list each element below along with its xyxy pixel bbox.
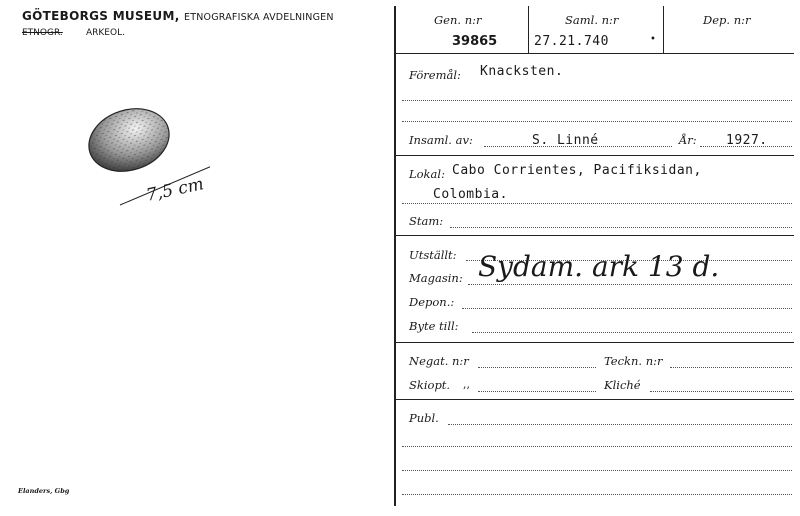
byte-rule	[396, 342, 794, 343]
ar-value: 1927.	[726, 133, 768, 148]
foremal-line-2	[402, 100, 792, 101]
negat-line	[478, 367, 596, 368]
header-divider-2	[663, 6, 664, 53]
magasin-value: Sydam. ark 13 d.	[478, 250, 720, 283]
stam-label: Stam:	[409, 214, 444, 228]
lokal-label: Lokal:	[409, 167, 445, 181]
header-bottom-rule	[396, 53, 794, 54]
publ-line-1	[448, 424, 792, 425]
lokal-value-line1: Cabo Corrientes, Pacifiksidan,	[452, 163, 702, 178]
skiopt-line	[478, 391, 596, 392]
kliche-rule	[396, 399, 794, 400]
stone-texture	[81, 100, 178, 181]
measurement-note: 7,5 cm	[144, 174, 206, 206]
publ-label: Publ.	[409, 411, 439, 425]
skiopt-value: ,,	[463, 378, 470, 391]
magasin-line	[468, 284, 792, 285]
gen-label: Gen. n:r	[434, 13, 482, 27]
section-label: ARKEOL.	[86, 28, 125, 38]
foremal-value: Knacksten.	[480, 64, 564, 79]
depon-line	[462, 308, 792, 309]
saml-label: Saml. n:r	[565, 13, 619, 27]
insaml-rule	[396, 155, 794, 156]
museum-header	[22, 9, 334, 23]
teckn-label: Teckn. n:r	[604, 354, 663, 368]
insaml-label: Insaml. av:	[409, 133, 473, 147]
card-left-border	[394, 6, 396, 506]
byte-line	[472, 332, 792, 333]
printer-imprint: Elanders, Gbg	[18, 487, 70, 495]
insaml-value: S. Linné	[532, 133, 599, 148]
saml-dot: •	[650, 34, 656, 45]
lokal-line-2	[402, 203, 792, 204]
struck-section: ETNOGR.	[22, 28, 63, 38]
header-divider-1	[528, 6, 529, 53]
kliche-line	[650, 391, 792, 392]
foremal-label: Föremål:	[409, 68, 461, 82]
publ-line-3	[402, 470, 792, 471]
publ-line-2	[402, 446, 792, 447]
museum-name: GÖTEBORGS MUSEUM,	[22, 9, 180, 23]
kliche-label: Kliché	[604, 378, 641, 392]
negat-label: Negat. n:r	[409, 354, 469, 368]
publ-line-4	[402, 494, 792, 495]
stam-line	[450, 227, 792, 228]
teckn-line	[670, 367, 792, 368]
utstallt-label: Utställt:	[409, 248, 457, 262]
lokal-value-line2: Colombia.	[433, 187, 508, 202]
foremal-line-3	[402, 121, 792, 122]
byte-label: Byte till:	[409, 319, 459, 333]
stam-rule	[396, 235, 794, 236]
saml-value: 27.21.740	[534, 34, 609, 49]
ar-label: År:	[679, 133, 697, 147]
magasin-label: Magasin:	[409, 271, 463, 285]
department-name: ETNOGRAFISKA AVDELNINGEN	[184, 12, 334, 23]
depon-label: Depon.:	[409, 295, 455, 309]
skiopt-label: Skiopt.	[409, 378, 451, 392]
dep-label: Dep. n:r	[703, 13, 751, 27]
gen-value: 39865	[452, 34, 498, 49]
